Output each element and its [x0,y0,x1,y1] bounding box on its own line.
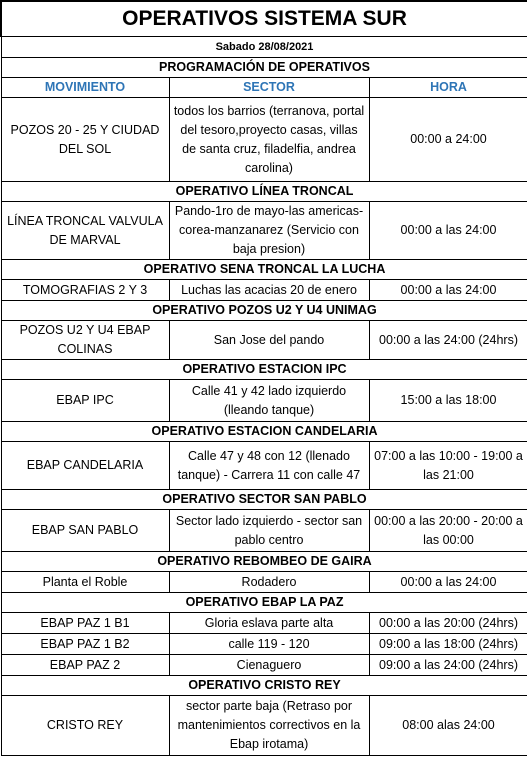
program-header: PROGRAMACIÓN DE OPERATIVOS [1,58,527,78]
cell-sector: Luchas las acacias 20 de enero [169,280,369,301]
table-row [1,280,527,301]
cell-movimiento: CRISTO REY [1,696,169,756]
cell-hora: 00:00 a las 24:00 [369,280,527,301]
cell-sector: Cienaguero [169,655,369,676]
cell-movimiento: EBAP PAZ 1 B2 [1,634,169,655]
table-row [1,202,527,260]
cell-movimiento: EBAP SAN PABLO [1,510,169,552]
cell-sector: Calle 41 y 42 lado izquierdo (lleando tanque) [169,380,369,422]
cell-sector: San Jose del pando [169,321,369,360]
cell-hora: 09:00 a las 24:00 (24hrs) [369,655,527,676]
cell-hora: 00:00 a las 20:00 - 20:00 a las 00:00 [369,510,527,552]
cell-hora: 09:00 a las 18:00 (24hrs) [369,634,527,655]
table-row [1,510,527,552]
cell-sector: calle 119 - 120 [169,634,369,655]
cell-hora: 08:00 alas 24:00 [369,696,527,756]
cell-hora: 00:00 a las 24:00 (24hrs) [369,321,527,360]
cell-movimiento: POZOS 20 - 25 Y CIUDAD DEL SOL [1,98,169,182]
cell-sector: todos los barrios (terranova, portal del tesoro,proyecto casas, villas de santa cruz, filadelfia, andrea carolina) [169,98,369,182]
column-header-hora: HORA [369,78,527,98]
cell-sector: Rodadero [169,572,369,593]
sheet-date: Sabado 28/08/2021 [1,37,527,58]
section-header: OPERATIVO SENA TRONCAL LA LUCHA [1,260,527,280]
section-header: OPERATIVO SECTOR SAN PABLO [1,490,527,510]
table-row [1,380,527,422]
cell-sector: Calle 47 y 48 con 12 (llenado tanque) - Carrera 11 con calle 47 [169,442,369,490]
section-header: OPERATIVO EBAP LA PAZ [1,593,527,613]
cell-sector: Sector lado izquierdo - sector san pablo centro [169,510,369,552]
cell-movimiento: EBAP IPC [1,380,169,422]
cell-hora: 15:00 a las 18:00 [369,380,527,422]
section-header: OPERATIVO ESTACION IPC [1,360,527,380]
cell-movimiento: EBAP CANDELARIA [1,442,169,490]
table-row [1,572,527,593]
sheet-title: OPERATIVOS SISTEMA SUR [1,1,527,37]
section-header: OPERATIVO ESTACION CANDELARIA [1,422,527,442]
section-header: OPERATIVO REBOMBEO DE GAIRA [1,552,527,572]
cell-movimiento: EBAP PAZ 2 [1,655,169,676]
table-row [1,613,527,634]
cell-movimiento: LÍNEA TRONCAL VALVULA DE MARVAL [1,202,169,260]
table-row [1,442,527,490]
table-row [1,696,527,756]
cell-hora: 07:00 a las 10:00 - 19:00 a las 21:00 [369,442,527,490]
cell-movimiento: Planta el Roble [1,572,169,593]
table-row [1,655,527,676]
table-row [1,321,527,360]
section-header: OPERATIVO LÍNEA TRONCAL [1,182,527,202]
table-row [1,634,527,655]
cell-sector: Gloria eslava parte alta [169,613,369,634]
column-header-movimiento: MOVIMIENTO [1,78,169,98]
cell-hora: 00:00 a las 24:00 [369,572,527,593]
cell-movimiento: EBAP PAZ 1 B1 [1,613,169,634]
cell-hora: 00:00 a 24:00 [369,98,527,182]
cell-movimiento: POZOS U2 Y U4 EBAP COLINAS [1,321,169,360]
cell-hora: 00:00 a las 24:00 [369,202,527,260]
section-header: OPERATIVO POZOS U2 Y U4 UNIMAG [1,301,527,321]
column-header-sector: SECTOR [169,78,369,98]
cell-sector: sector parte baja (Retraso por mantenimientos correctivos en la Ebap irotama) [169,696,369,756]
cell-hora: 00:00 a las 20:00 (24hrs) [369,613,527,634]
cell-movimiento: TOMOGRAFIAS 2 Y 3 [1,280,169,301]
section-header: OPERATIVO CRISTO REY [1,676,527,696]
cell-sector: Pando-1ro de mayo-las americas-corea-manzanarez (Servicio con baja presion) [169,202,369,260]
